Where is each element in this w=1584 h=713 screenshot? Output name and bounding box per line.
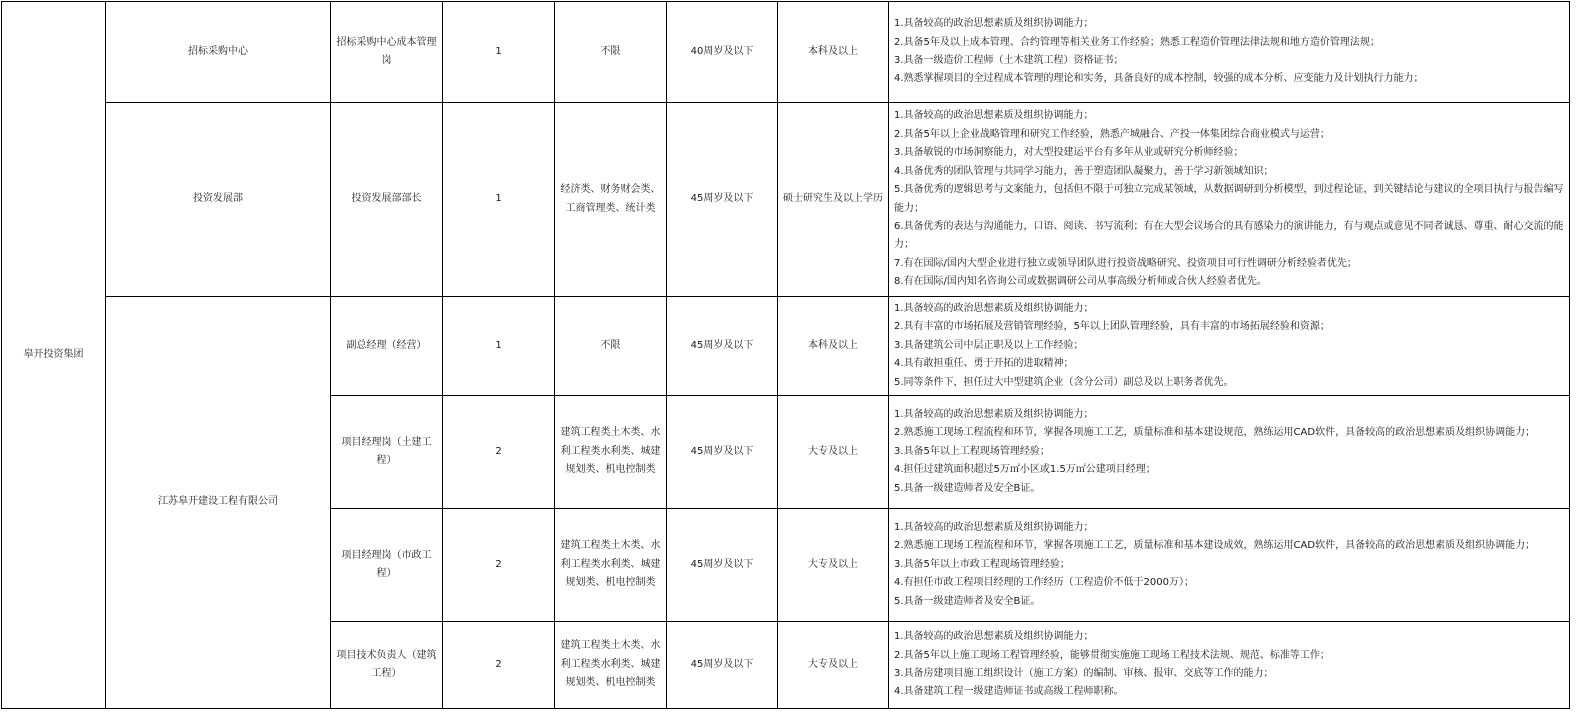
requirements-cell — [889, 2, 1570, 103]
requirement-line: 4.有担任市政工程项目经理的工作经历（工程造价不低于2000万）； — [894, 577, 1194, 589]
requirement-line: 3.具备一级造价工程师（土木建筑工程）资格证书； — [894, 55, 1124, 66]
age-cell: 45周岁及以下 — [667, 622, 778, 709]
headcount-cell: 2 — [443, 509, 555, 622]
requirement-line: 1.具备较高的政治思想素质及组织协调能力； — [894, 408, 1094, 420]
education-cell: 本科及以上 — [778, 297, 889, 396]
recruitment-table — [1, 1, 1570, 709]
requirement-line: 3.具备5年以上市政工程现场管理经验； — [894, 558, 1070, 570]
age-cell: 45周岁及以下 — [667, 396, 778, 509]
age-cell: 45周岁及以下 — [667, 297, 778, 396]
requirement-line: 5.同等条件下，担任过大中型建筑企业（含分公司）副总及以上职务者优先。 — [894, 376, 1234, 388]
education-cell: 硕士研究生及以上学历 — [778, 103, 889, 297]
position-cell: 投资发展部部长 — [331, 103, 443, 297]
education-cell: 大专及以上 — [778, 396, 889, 509]
requirement-line: 4.具备建筑工程一级建造师证书或高级工程师职称。 — [894, 686, 1124, 698]
requirement-line: 4.担任过建筑面积超过5万㎡小区或1.5万㎡公建项目经理； — [894, 464, 1156, 476]
age-cell: 45周岁及以下 — [667, 103, 778, 297]
requirement-line: 2.熟悉施工现场工程流程和环节，掌握各项施工工艺，质量标准和基本建设成效，熟练运用CAD软件，具备较高的政治思想素质及组织协调能力； — [894, 540, 1536, 552]
requirement-line: 4.具有敢担重任、勇于开拓的进取精神； — [894, 358, 1074, 370]
requirement-line: 1.具备较高的政治思想素质及组织协调能力； — [894, 302, 1094, 314]
requirements-cell — [889, 103, 1570, 297]
position-cell: 招标采购中心成本管理岗 — [331, 2, 443, 103]
department-cell: 投资发展部 — [106, 103, 331, 297]
requirements-cell — [889, 622, 1570, 709]
requirement-line: 2.熟悉施工现场工程流程和环节，掌握各项施工工艺，质量标准和基本建设规范，熟练运用CAD软件，具备较高的政治思想素质及组织协调能力； — [894, 427, 1536, 439]
requirement-line: 1.具备较高的政治思想素质及组织协调能力； — [894, 521, 1094, 533]
requirement-line: 2.具备5年以上施工现场工程管理经验，能够贯彻实施施工现场工程技术法规、规范、标准等工作； — [894, 649, 1330, 661]
headcount-cell: 2 — [443, 396, 555, 509]
group-cell: 皋开投资集团 — [2, 2, 106, 709]
requirement-line: 3.具备敏锐的市场洞察能力，对大型投建运平台有多年从业或研究分析师经验； — [894, 147, 1244, 159]
headcount-cell: 2 — [443, 622, 555, 709]
headcount-cell: 1 — [443, 2, 555, 103]
position-cell: 项目技术负责人（建筑工程） — [331, 622, 443, 709]
education-cell: 大专及以上 — [778, 622, 889, 709]
major-cell: 建筑工程类土木类、水利工程类水利类、城建规划类、机电控制类 — [555, 396, 667, 509]
major-cell: 不限 — [555, 297, 667, 396]
age-cell: 40周岁及以下 — [667, 2, 778, 103]
position-cell: 项目经理岗（市政工程） — [331, 509, 443, 622]
requirement-line: 6.具备优秀的表达与沟通能力，口语、阅读、书写流利；有在大型会议场合的具有感染力的演讲能力，有与观点或意见不同者诚恳、尊重、耐心交流的能力； — [894, 220, 1564, 251]
position-cell: 副总经理（经营） — [331, 297, 443, 396]
headcount-cell: 1 — [443, 103, 555, 297]
department-cell: 招标采购中心 — [106, 2, 331, 103]
requirement-line: 7.有在国际/国内大型企业进行独立或领导团队进行投资战略研究、投资项目可行性调研分析经验者优先； — [894, 257, 1357, 269]
headcount-cell: 1 — [443, 297, 555, 396]
requirement-line: 1.具备较高的政治思想素质及组织协调能力； — [894, 110, 1094, 122]
requirement-line: 1.具备较高的政治思想素质及组织协调能力； — [894, 631, 1094, 643]
requirement-line: 3.具备建筑公司中层正职及以上工作经验； — [894, 339, 1084, 351]
education-cell: 大专及以上 — [778, 509, 889, 622]
position-cell: 项目经理岗（土建工程） — [331, 396, 443, 509]
requirement-line: 2.具备5年及以上成本管理、合约管理等相关业务工作经验；熟悉工程造价管理法律法规和地方造价管理法规； — [894, 36, 1380, 48]
requirement-line: 5.具备一级建造师者及安全B证。 — [894, 482, 1041, 494]
table-row — [2, 2, 1570, 103]
table-row — [2, 103, 1570, 297]
education-cell: 本科及以上 — [778, 2, 889, 103]
major-cell: 经济类、财务财会类、工商管理类、统计类 — [555, 103, 667, 297]
age-cell: 45周岁及以下 — [667, 509, 778, 622]
major-cell: 建筑工程类土木类、水利工程类水利类、城建规划类、机电控制类 — [555, 509, 667, 622]
requirements-cell — [889, 297, 1570, 396]
requirement-line: 5.具备一级建造师者及安全B证。 — [894, 595, 1041, 607]
requirements-cell — [889, 396, 1570, 509]
major-cell: 不限 — [555, 2, 667, 103]
requirement-line: 4.熟悉掌握项目的全过程成本管理的理论和实务，具备良好的成本控制，较强的成本分析、应变能力及计划执行力能力； — [894, 73, 1424, 85]
requirement-line: 1.具备较高的政治思想素质及组织协调能力； — [894, 18, 1094, 30]
requirement-line: 8.有在国际/国内知名咨询公司或数据调研公司从事高级分析师或合伙人经验者优先。 — [894, 276, 1267, 288]
major-cell: 建筑工程类土木类、水利工程类水利类、城建规划类、机电控制类 — [555, 622, 667, 709]
table-row — [2, 297, 1570, 396]
requirement-line: 3.具备5年以上工程现场管理经验； — [894, 445, 1050, 457]
requirement-line: 4.具备优秀的团队管理与共同学习能力，善于塑造团队凝聚力，善于学习新领域知识； — [894, 165, 1274, 177]
requirement-line: 3.具备房建项目施工组织设计（施工方案）的编制、审核、报审、交底等工作的能力； — [894, 668, 1274, 679]
requirement-line: 2.具有丰富的市场拓展及营销管理经验，5年以上团队管理经验，具有丰富的市场拓展经验和资源； — [894, 321, 1330, 333]
department-cell: 江苏皋开建设工程有限公司 — [106, 297, 331, 709]
requirement-line: 2.具备5年以上企业战略管理和研究工作经验，熟悉产城融合、产投一体集团综合商业模式与运营； — [894, 128, 1330, 140]
requirement-line: 5.具备优秀的逻辑思考与文案能力，包括但不限于可独立完成某领域，从数据调研到分析模型，到过程论证，到关键结论与建议的全项目执行与报告编写能力； — [894, 184, 1564, 214]
requirements-cell — [889, 509, 1570, 622]
